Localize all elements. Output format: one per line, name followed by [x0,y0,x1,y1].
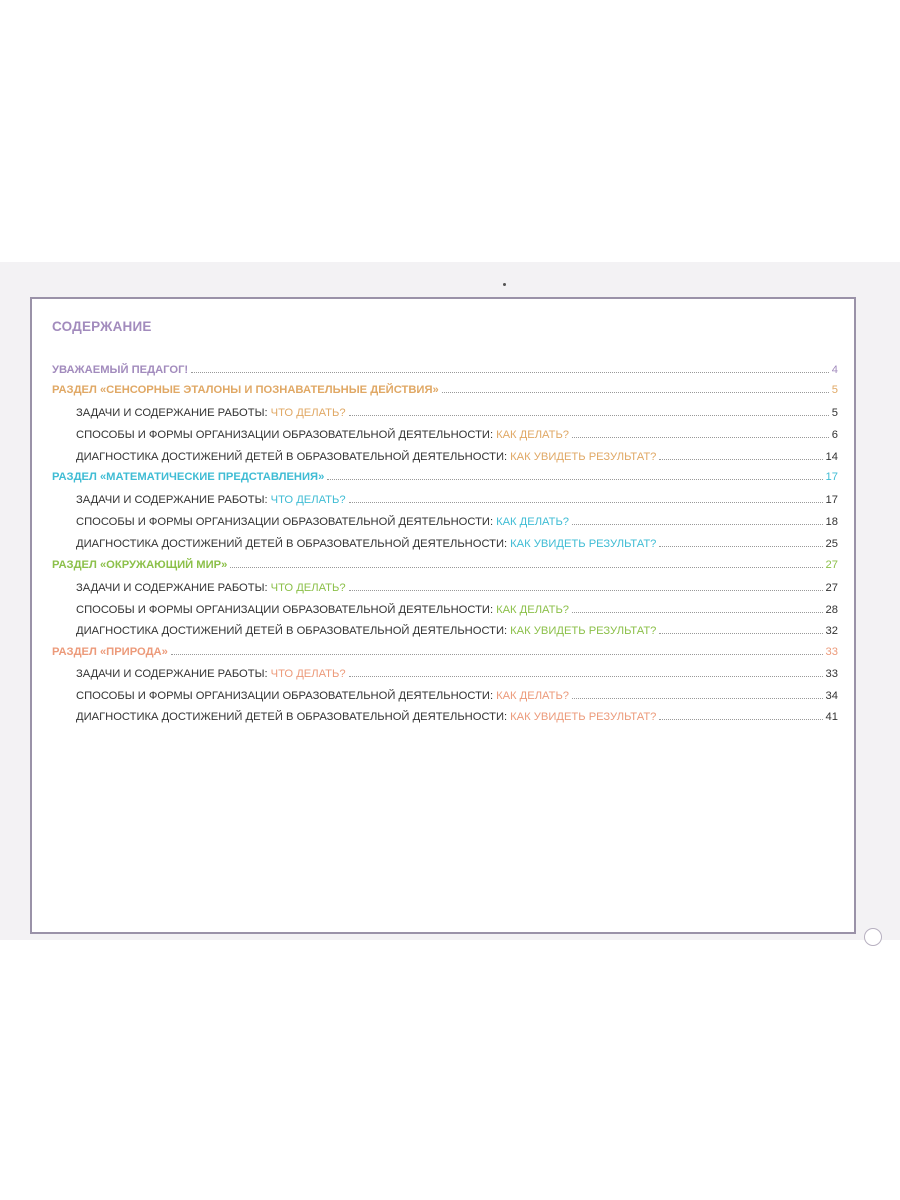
toc-subentry-label: СПОСОБЫ И ФОРМЫ ОРГАНИЗАЦИИ ОБРАЗОВАТЕЛЬНОЙ ДЕЯТЕЛЬНОСТИ: [76,690,494,702]
dot-leader [659,546,822,547]
dot-leader [171,654,823,655]
toc-subentry-highlight: КАК ДЕЛАТЬ? [496,604,570,616]
toc-subentry-label: ДИАГНОСТИКА ДОСТИЖЕНИЙ ДЕТЕЙ В ОБРАЗОВАТЕЛЬНОЙ ДЕЯТЕЛЬНОСТИ: [76,451,508,463]
toc-subentry-highlight: КАК УВИДЕТЬ РЕЗУЛЬТАТ? [510,711,657,723]
toc-page-number: 27 [825,559,838,571]
toc-subentry-label: ДИАГНОСТИКА ДОСТИЖЕНИЙ ДЕТЕЙ В ОБРАЗОВАТЕЛЬНОЙ ДЕЯТЕЛЬНОСТИ: [76,538,508,550]
toc-section-label: РАЗДЕЛ «ОКРУЖАЮЩИЙ МИР» [52,559,228,571]
dot-leader [572,437,829,438]
toc-page-number: 28 [825,604,838,616]
contents-page [30,297,856,934]
dot-leader [230,567,822,568]
toc-subentry-label: ЗАДАЧИ И СОДЕРЖАНИЕ РАБОТЫ: [76,668,268,680]
toc-subentry[interactable] [76,450,838,464]
toc-subentry-label: СПОСОБЫ И ФОРМЫ ОРГАНИЗАЦИИ ОБРАЗОВАТЕЛЬНОЙ ДЕЯТЕЛЬНОСТИ: [76,516,494,528]
toc-page-number: 33 [825,646,838,658]
dot-leader [572,698,823,699]
toc-subentry[interactable] [76,710,838,724]
scan-dot [503,283,506,286]
toc-section-2[interactable] [52,470,838,484]
dot-leader [572,612,823,613]
toc-page-number: 32 [825,625,838,637]
toc-page-number: 41 [825,711,838,723]
toc-subentry-highlight: ЧТО ДЕЛАТЬ? [270,582,346,594]
toc-page-number: 17 [825,471,838,483]
toc-subentry-highlight: ЧТО ДЕЛАТЬ? [270,668,346,680]
toc-subentry[interactable] [76,515,838,529]
toc-subentry-highlight: КАК УВИДЕТЬ РЕЗУЛЬТАТ? [510,451,657,463]
toc-subentry-label: СПОСОБЫ И ФОРМЫ ОРГАНИЗАЦИИ ОБРАЗОВАТЕЛЬНОЙ ДЕЯТЕЛЬНОСТИ: [76,604,494,616]
toc-subentry-label: ЗАДАЧИ И СОДЕРЖАНИЕ РАБОТЫ: [76,407,268,419]
page-title: СОДЕРЖАНИЕ [52,319,152,334]
toc-subentry-label: ДИАГНОСТИКА ДОСТИЖЕНИЙ ДЕТЕЙ В ОБРАЗОВАТЕЛЬНОЙ ДЕЯТЕЛЬНОСТИ: [76,711,508,723]
toc-page-number: 4 [831,364,838,376]
toc-page-number: 34 [825,690,838,702]
toc-entry-label: УВАЖАЕМЫЙ ПЕДАГОГ! [52,364,189,376]
toc-subentry-highlight: ЧТО ДЕЛАТЬ? [270,407,346,419]
toc-subentry[interactable] [76,624,838,638]
toc-subentry[interactable] [76,667,838,681]
toc-subentry[interactable] [76,428,838,442]
dot-leader [349,590,823,591]
toc-section-4[interactable] [52,645,838,659]
toc-section-label: РАЗДЕЛ «МАТЕМАТИЧЕСКИЕ ПРЕДСТАВЛЕНИЯ» [52,471,325,483]
toc-page-number: 6 [831,429,838,441]
toc-page-number: 14 [825,451,838,463]
toc-subentry[interactable] [76,603,838,617]
toc-subentry-label: ДИАГНОСТИКА ДОСТИЖЕНИЙ ДЕТЕЙ В ОБРАЗОВАТЕЛЬНОЙ ДЕЯТЕЛЬНОСТИ: [76,625,508,637]
toc-subentry-highlight: КАК УВИДЕТЬ РЕЗУЛЬТАТ? [510,538,657,550]
toc-subentry-label: ЗАДАЧИ И СОДЕРЖАНИЕ РАБОТЫ: [76,494,268,506]
toc-subentry-highlight: КАК ДЕЛАТЬ? [496,516,570,528]
toc-subentry[interactable] [76,406,838,420]
dot-leader [327,479,822,480]
toc-page-number: 18 [825,516,838,528]
toc-subentry-highlight: КАК ДЕЛАТЬ? [496,690,570,702]
toc-page-number: 5 [831,407,838,419]
toc-subentry-label: СПОСОБЫ И ФОРМЫ ОРГАНИЗАЦИИ ОБРАЗОВАТЕЛЬНОЙ ДЕЯТЕЛЬНОСТИ: [76,429,494,441]
toc-page-number: 5 [831,384,838,396]
page-corner-mark [864,928,882,946]
dot-leader [659,633,822,634]
dot-leader [442,392,829,393]
dot-leader [349,502,823,503]
toc-section-3[interactable] [52,558,838,572]
toc-subentry[interactable] [76,581,838,595]
toc-section-label: РАЗДЕЛ «СЕНСОРНЫЕ ЭТАЛОНЫ И ПОЗНАВАТЕЛЬНЫЕ ДЕЙСТВИЯ» [52,384,439,396]
toc-page-number: 17 [825,494,838,506]
toc-entry-intro[interactable] [52,363,838,377]
toc-section-1[interactable] [52,383,838,397]
toc-subentry[interactable] [76,493,838,507]
toc-subentry-highlight: КАК ДЕЛАТЬ? [496,429,570,441]
toc-subentry[interactable] [76,689,838,703]
dot-leader [659,719,822,720]
toc-page-number: 33 [825,668,838,680]
toc-subentry-highlight: ЧТО ДЕЛАТЬ? [270,494,346,506]
dot-leader [191,372,829,373]
dot-leader [349,415,829,416]
dot-leader [572,524,823,525]
toc-subentry[interactable] [76,537,838,551]
toc-page-number: 27 [825,582,838,594]
toc-section-label: РАЗДЕЛ «ПРИРОДА» [52,646,168,658]
dot-leader [659,459,822,460]
toc-subentry-highlight: КАК УВИДЕТЬ РЕЗУЛЬТАТ? [510,625,657,637]
toc-page-number: 25 [825,538,838,550]
dot-leader [349,676,823,677]
toc-subentry-label: ЗАДАЧИ И СОДЕРЖАНИЕ РАБОТЫ: [76,582,268,594]
